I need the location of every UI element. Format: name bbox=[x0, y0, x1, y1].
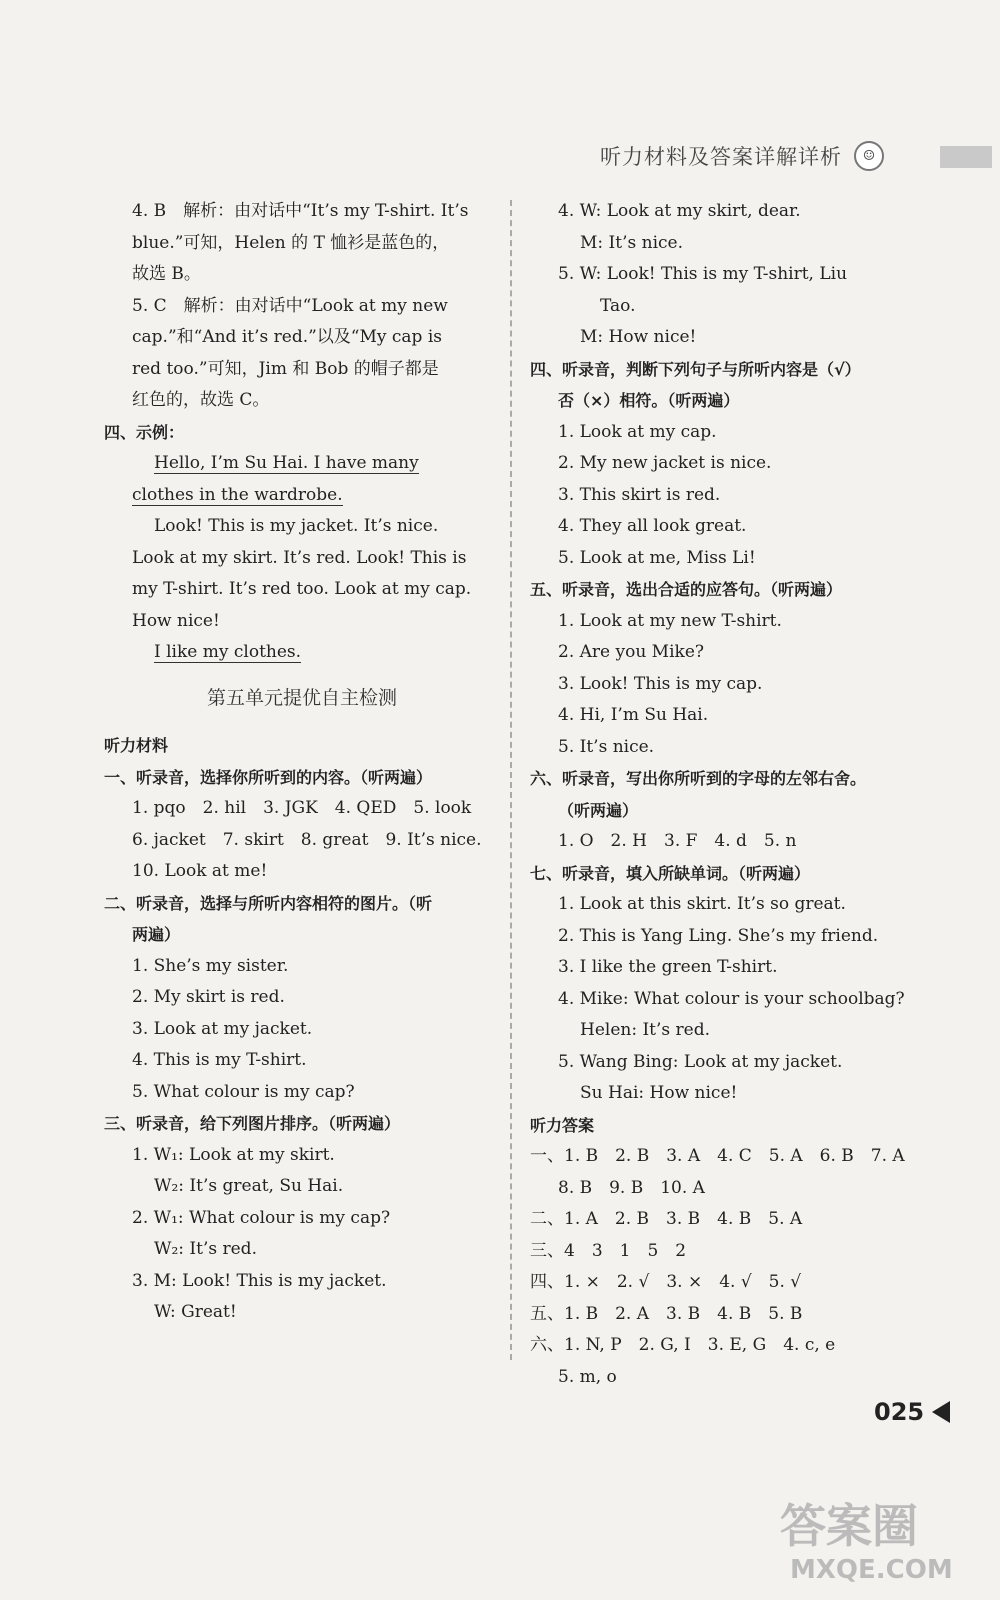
list-item: W₂: It’s red. bbox=[154, 1239, 257, 1259]
question-2-heading: 两遍） bbox=[132, 925, 181, 944]
answer-4-line: 4. B 解析：由对话中“It’s my T-shirt. It’s bbox=[132, 201, 469, 221]
example-underlined: I like my clothes. bbox=[154, 642, 302, 662]
list-item: 2. This is Yang Ling. She’s my friend. bbox=[558, 925, 879, 946]
list-item: 4. Hi, I’m Su Hai. bbox=[558, 705, 709, 725]
list-item: M: It’s nice. bbox=[580, 232, 683, 253]
answer-row: 六、1. N, P 2. G, I 3. E, G 4. c, e bbox=[530, 1335, 836, 1355]
list-item: 5. What colour is my cap? bbox=[132, 1081, 355, 1102]
example-line: Look! This is my jacket. It’s nice. bbox=[154, 516, 439, 536]
left-column bbox=[104, 196, 500, 1329]
list-item: 4. They all look great. bbox=[558, 516, 747, 536]
list-item: 3. This skirt is red. bbox=[558, 484, 721, 505]
question-1-heading: 一、听录音，选择你所听到的内容。（听两遍） bbox=[104, 767, 433, 787]
example-line bbox=[104, 637, 500, 669]
list-item: 2. Are you Mike? bbox=[558, 642, 705, 662]
list-item: Helen: It’s red. bbox=[580, 1020, 711, 1040]
question-4-heading: 否（×）相符。（听两遍） bbox=[558, 391, 740, 410]
list-item: 6. jacket 7. skirt 8. great 9. It’s nice. bbox=[132, 829, 482, 850]
example-line bbox=[104, 480, 500, 512]
list-item: 1. Look at my cap. bbox=[558, 421, 717, 442]
list-item: 10. Look at me! bbox=[132, 861, 268, 881]
question-5-heading: 五、听录音，选出合适的应答句。（听两遍） bbox=[530, 580, 843, 599]
list-item: 1. Look at this skirt. It’s so great. bbox=[558, 894, 846, 914]
example-line: How nice! bbox=[132, 610, 220, 631]
list-item: 5. It’s nice. bbox=[558, 736, 655, 757]
answer-row: 一、1. B 2. B 3. A 4. C 5. A 6. B 7. A bbox=[530, 1146, 905, 1166]
list-item: 5. Wang Bing: Look at my jacket. bbox=[558, 1051, 843, 1072]
list-item: 4. W: Look at my skirt, dear. bbox=[558, 201, 801, 221]
answer-5-line: 5. C 解析：由对话中“Look at my new bbox=[132, 295, 448, 316]
list-item: 3. I like the green T-shirt. bbox=[558, 957, 778, 977]
example-line: my T-shirt. It’s red too. Look at my cap. bbox=[132, 579, 472, 599]
list-item: 3. M: Look! This is my jacket. bbox=[132, 1270, 387, 1291]
list-item: M: How nice! bbox=[580, 327, 697, 347]
answer-5-line: cap.”和“And it’s red.”以及“My cap is bbox=[132, 327, 443, 347]
question-4-heading: 四、听录音，判断下列句子与所听内容是（√） bbox=[530, 359, 861, 379]
question-3-heading: 三、听录音，给下列图片排序。（听两遍） bbox=[104, 1114, 401, 1133]
answer-row: 8. B 9. B 10. A bbox=[558, 1177, 705, 1198]
list-item: 5. W: Look! This is my T-shirt, Liu bbox=[558, 264, 848, 284]
list-item: 2. My new jacket is nice. bbox=[558, 453, 772, 473]
column-divider bbox=[510, 200, 512, 1360]
answer-row: 三、4 3 1 5 2 bbox=[530, 1240, 687, 1261]
answer-row: 二、1. A 2. B 3. B 4. B 5. A bbox=[530, 1209, 803, 1229]
list-item: 1. W₁: Look at my skirt. bbox=[132, 1144, 335, 1165]
answer-row: 5. m, o bbox=[558, 1366, 617, 1387]
answer-5-line: red too.”可知，Jim 和 Bob 的帽子都是 bbox=[132, 358, 439, 379]
left-arrow-icon bbox=[932, 1401, 950, 1423]
question-6-heading: （听两遍） bbox=[558, 800, 639, 820]
list-item: 1. Look at my new T-shirt. bbox=[558, 610, 782, 631]
watermark-logo: 答案圈 bbox=[780, 1499, 918, 1553]
list-item: 5. Look at me, Miss Li! bbox=[558, 547, 756, 568]
list-item: 4. Mike: What colour is your schoolbag? bbox=[558, 988, 905, 1009]
list-item: 1. pqo 2. hil 3. JGK 4. QED 5. look bbox=[132, 798, 472, 818]
page-header bbox=[600, 138, 990, 174]
list-item: Tao. bbox=[600, 295, 636, 316]
watermark-url: MXQE.COM bbox=[790, 1555, 953, 1585]
list-item: 2. My skirt is red. bbox=[132, 987, 285, 1007]
answer-4-line: 故选 B。 bbox=[132, 264, 201, 284]
list-item: W₂: It’s great, Su Hai. bbox=[154, 1176, 344, 1196]
list-item: 2. W₁: What colour is my cap? bbox=[132, 1207, 391, 1228]
right-column bbox=[530, 196, 930, 1393]
header-title: 听力材料及答案详解详析 bbox=[600, 145, 842, 169]
example-underlined: clothes in the wardrobe. bbox=[132, 484, 343, 505]
example-line: Look at my skirt. It’s red. Look! This is bbox=[132, 547, 467, 568]
page-number bbox=[874, 1398, 950, 1426]
example-line bbox=[104, 448, 500, 480]
question-2-heading: 二、听录音，选择与所听内容相符的图片。（听 bbox=[104, 893, 433, 913]
list-item: 3. Look! This is my cap. bbox=[558, 673, 763, 694]
question-6-heading: 六、听录音，写出你所听到的字母的左邻右舍。 bbox=[530, 769, 867, 788]
question-7-heading: 七、听录音，填入所缺单词。（听两遍） bbox=[530, 863, 811, 883]
list-item: 1. O 2. H 3. F 4. d 5. n bbox=[558, 831, 797, 851]
list-item: 3. Look at my jacket. bbox=[132, 1018, 313, 1039]
answer-row: 四、1. × 2. √ 3. × 4. √ 5. √ bbox=[530, 1272, 802, 1292]
section-4-heading: 四、示例： bbox=[104, 422, 185, 442]
answer-5-line: 红色的，故选 C。 bbox=[132, 390, 270, 410]
list-item: 1. She’s my sister. bbox=[132, 955, 289, 976]
example-underlined: Hello, I’m Su Hai. I have many bbox=[154, 453, 419, 473]
unit-title: 第五单元提优自主检测 bbox=[206, 686, 397, 709]
listening-material-heading: 听力材料 bbox=[104, 736, 169, 755]
listening-answers-heading: 听力答案 bbox=[530, 1115, 595, 1135]
list-item: Su Hai: How nice! bbox=[580, 1083, 738, 1103]
page-number-text: 025 bbox=[874, 1398, 925, 1426]
answer-4-line: blue.”可知，Helen 的 T 恤衫是蓝色的， bbox=[132, 232, 450, 253]
smile-icon: ☺ bbox=[854, 141, 884, 171]
list-item: W: Great! bbox=[154, 1302, 237, 1322]
answer-row: 五、1. B 2. A 3. B 4. B 5. B bbox=[530, 1303, 803, 1324]
header-decoration-bar bbox=[940, 146, 992, 168]
list-item: 4. This is my T-shirt. bbox=[132, 1050, 307, 1070]
